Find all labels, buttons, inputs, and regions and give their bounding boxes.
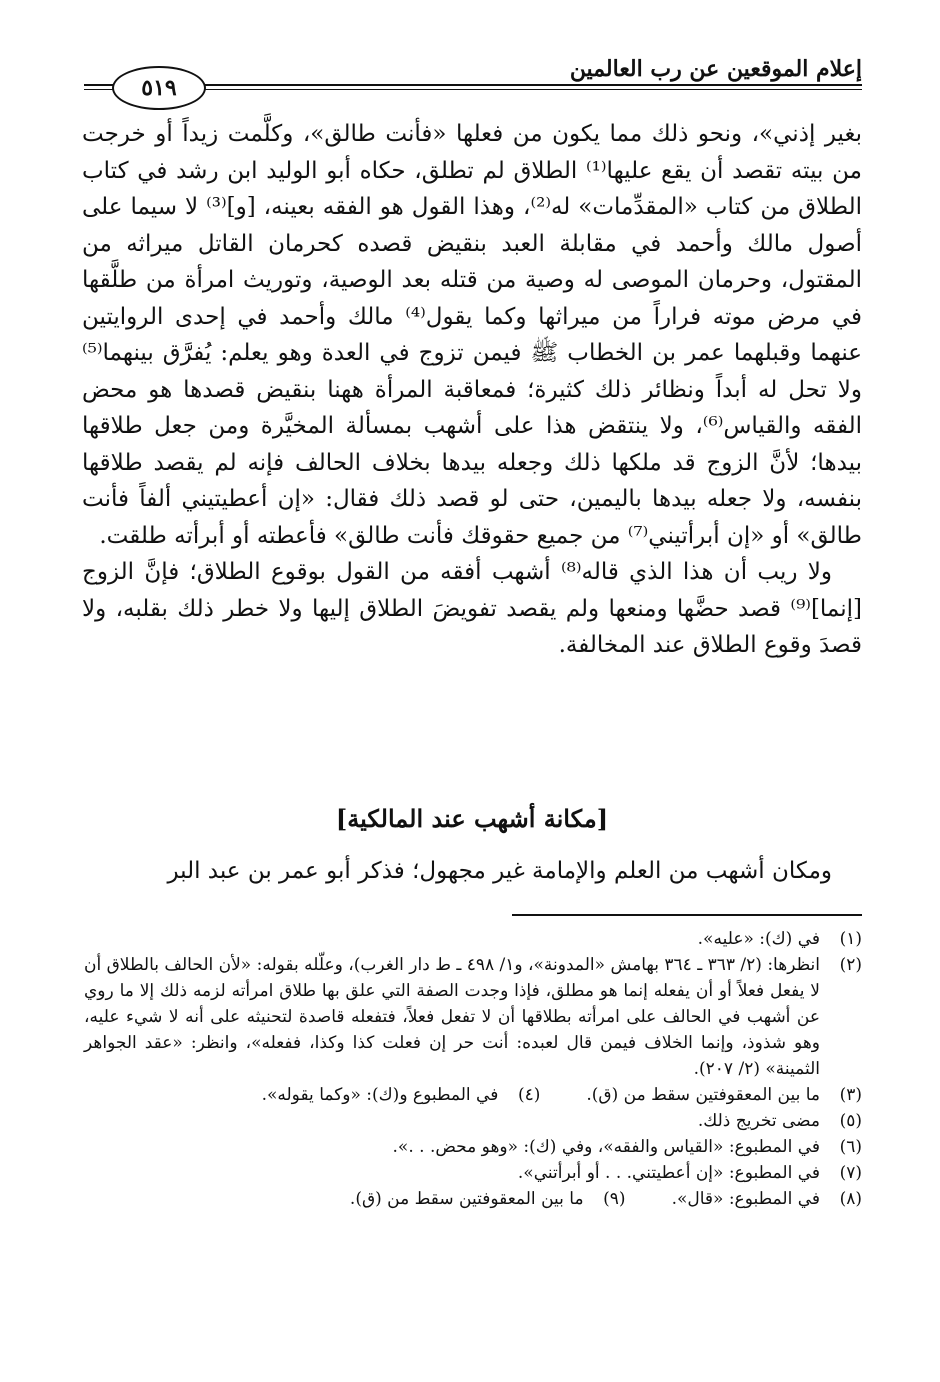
- footnote-text: في المطبوع و(ك): «وكما يقوله».: [261, 1085, 499, 1105]
- footnote-number: (٥): [839, 1111, 862, 1131]
- footnote: [84, 1160, 862, 1186]
- footnote-number: (٩): [603, 1189, 626, 1209]
- footnote-number: (٧): [839, 1163, 862, 1183]
- footnote-row: [84, 1082, 862, 1108]
- footnote-text: في المطبوع: «القياس والفقه»، وفي (ك): «وهو محض. . .».: [392, 1137, 820, 1157]
- footnote-number: (٢): [839, 955, 862, 975]
- footnote-number: (١): [839, 929, 862, 949]
- footnote-separator: [512, 914, 862, 916]
- footnote-text: انظرها: (٢/ ٣٦٣ ـ ٣٦٤ بهامش «المدونة»، و١/ ٤٩٨ ـ ط دار الغرب)، وعلّله بقوله: «لأن الحالف بالطلاق أن لا يفعل فعلاً أو أن يفعله إنما هو مطلق، فإذا وجدت الصفة التي علق بها طلاق امرأته لزمه ذلك إلا ما روي عن أشهب في الحالف على امرأته بطلاقها أن لا تفعل فعلاً، فتفعله قاصدة لتحنيثه على أنه لا شيء عليه، وهو شذوذ، وإنما الخلاف فيمن قال لعبده: أنت حر إن فعلت كذا وكذا، ففعله»، وانظر: «عقد الجواهر الثمينة» (٢/ ٢٠٧).: [84, 955, 820, 1079]
- footnote-text: مضى تخريج ذلك.: [697, 1111, 820, 1131]
- footnote: [586, 1082, 862, 1108]
- footnote-number: (٣): [839, 1085, 862, 1105]
- paragraph-2: ولا ريب أن هذا الذي قاله⁽⁸⁾ أشهب أفقه من القول بوقوع الطلاق؛ فإنَّ الزوج [إنما]⁽⁹⁾ قصد حضَّها ومنعها ولم يقصد تفويضَ الطلاق إليها ولا خطر ذلك بقلبه، ولا قصدَ وقوع الطلاق عند المخالفة.: [82, 559, 862, 658]
- footnote: [350, 1186, 626, 1212]
- footnote-number: (٦): [839, 1137, 862, 1157]
- footnotes: [84, 926, 862, 1212]
- main-text: [82, 116, 862, 664]
- footnote: [84, 926, 862, 952]
- page-number-badge: [112, 66, 206, 110]
- footnote: [84, 1134, 862, 1160]
- footnote: [84, 1108, 862, 1134]
- book-title: إعلام الموقعين عن رب العالمين: [569, 56, 862, 82]
- footnote-number: (٨): [839, 1189, 862, 1209]
- footnote-text: ما بين المعقوفتين سقط من (ق).: [349, 1189, 584, 1209]
- page-number: ٥١٩: [141, 75, 177, 101]
- footnote-number: (٤): [517, 1085, 541, 1105]
- footnote-text: في المطبوع: «إن أعطيتني. . . أو أبرأتني».: [517, 1163, 820, 1183]
- footnote: [672, 1186, 862, 1212]
- paragraph-1: بغير إذني»، ونحو ذلك مما يكون من فعلها «فأنت طالق»، وكلَّمت زيداً أو خرجت من بيته تقصد أن يقع عليها⁽¹⁾ الطلاق لم تطلق، حكاه أبو الوليد ابن رشد في كتاب الطلاق من كتاب «المقدِّمات» له⁽²⁾، وهذا القول هو الفقه بعينه، [و]⁽³⁾ لا سيما على أصول مالك وأحمد في مقابلة العبد بنقيض قصده كحرمان القاتل ميراثه من المقتول، وحرمان الموصى له وصية من قتله بعد الوصية، وتوريث امرأة من طلَّقها في مرض موته فراراً من ميراثها وكما يقول⁽⁴⁾ مالك وأحمد في إحدى الروايتين عنهما وقبلهما عمر بن الخطاب ﷺ فيمن تزوج في العدة وهو يعلم: يُفرَّق بينهما⁽⁵⁾ ولا تحل له أبداً ونظائر ذلك كثيرة؛ فمعاقبة المرأة ههنا بنقيض قصدها هو محض الفقه والقياس⁽⁶⁾، ولا ينتقض هذا على أشهب بمسألة المخيَّرة ومن جعل طلاقها بيدها؛ لأنَّ الزوج قد ملكها ذلك وجعله بيدها بخلاف الحالف فإنه لم يقصد طلاقها بنفسه، ولا جعله بيدها باليمين، حتى لو قصد ذلك فقال: «إن أعطيتيني ألفاً فأنت طالق» أو «إن أبرأتيني⁽⁷⁾ من جميع حقوقك فأنت طالق» فأعطته أو أبرأته طلقت.: [82, 121, 863, 549]
- footnote: [262, 1082, 541, 1108]
- footnote: [84, 952, 862, 1082]
- paragraph-3: ومكان أشهب من العلم والإمامة غير مجهول؛ فذكر أبو عمر بن عبد البر: [167, 858, 832, 884]
- footnote-text: في (ك): «عليه».: [697, 929, 820, 949]
- section-heading: [مكانة أشهب عند المالكية]: [335, 804, 609, 833]
- footnote-text: في المطبوع: «قال».: [671, 1189, 820, 1209]
- footnote-text: ما بين المعقوفتين سقط من (ق).: [586, 1085, 820, 1105]
- running-header: [84, 48, 862, 108]
- footnote-row: [84, 1186, 862, 1212]
